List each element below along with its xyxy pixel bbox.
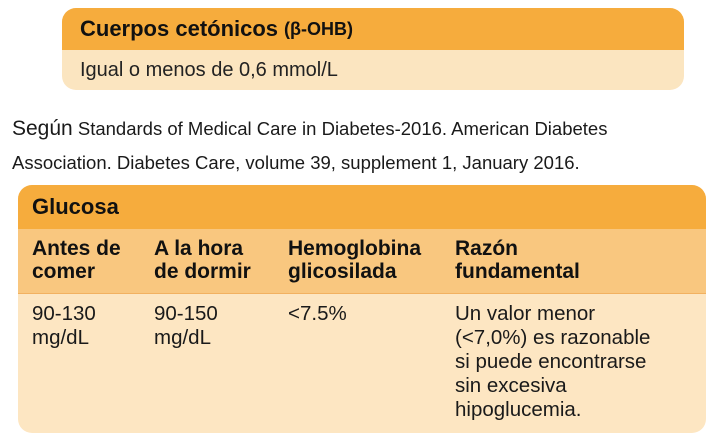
cell-bedtime-line: 90-150	[154, 302, 218, 325]
ketones-header	[62, 8, 684, 50]
cell-bedtime-line: mg/dL	[154, 326, 211, 349]
header-hba1c-line: Hemoglobina	[288, 237, 422, 260]
cell-before-meal	[32, 302, 142, 350]
header-rationale-line: Razón	[455, 237, 518, 260]
ketones-title-sub: (β-OHB)	[284, 18, 354, 39]
header-bedtime-line: de dormir	[154, 260, 251, 283]
glucose-title: Glucosa	[18, 185, 706, 229]
header-before-meal	[32, 237, 142, 283]
cell-hba1c	[288, 302, 448, 326]
cell-hba1c-line: <7.5%	[288, 302, 347, 325]
source-line-1	[12, 112, 712, 146]
source-text-1: Standards of Medical Care in Diabetes-2016. American Diabetes	[77, 118, 608, 139]
source-note	[12, 112, 712, 180]
header-rationale	[455, 237, 695, 283]
glucose-card	[18, 185, 706, 433]
cell-rationale	[455, 302, 695, 422]
cell-rationale-line: Un valor menor	[455, 302, 596, 325]
glucose-header-row	[18, 229, 706, 294]
cell-before-meal-line: mg/dL	[32, 326, 89, 349]
header-bedtime-line: A la hora	[154, 237, 244, 260]
header-hba1c-line: glicosilada	[288, 260, 397, 283]
header-rationale-line: fundamental	[455, 260, 580, 283]
header-bedtime	[154, 237, 274, 283]
cell-before-meal-line: 90-130	[32, 302, 96, 325]
glucose-data-row	[18, 294, 706, 433]
ketones-title: Cuerpos cetónicos	[80, 16, 279, 41]
ketones-card	[62, 8, 684, 90]
source-line-2: Association. Diabetes Care, volume 39, supplement 1, January 2016.	[12, 152, 580, 173]
header-before-meal-line: Antes de	[32, 237, 121, 260]
header-before-meal-line: comer	[32, 260, 96, 283]
cell-rationale-line: si puede encontrarse	[455, 350, 647, 373]
header-hba1c	[288, 237, 448, 283]
cell-rationale-line: sin excesiva	[455, 374, 567, 397]
ketones-value: Igual o menos de 0,6 mmol/L	[80, 58, 338, 81]
cell-bedtime	[154, 302, 274, 350]
cell-rationale-line: (<7,0%) es razonable	[455, 326, 651, 349]
source-lead: Según	[12, 117, 73, 140]
cell-rationale-line: hipoglucemia.	[455, 398, 582, 421]
